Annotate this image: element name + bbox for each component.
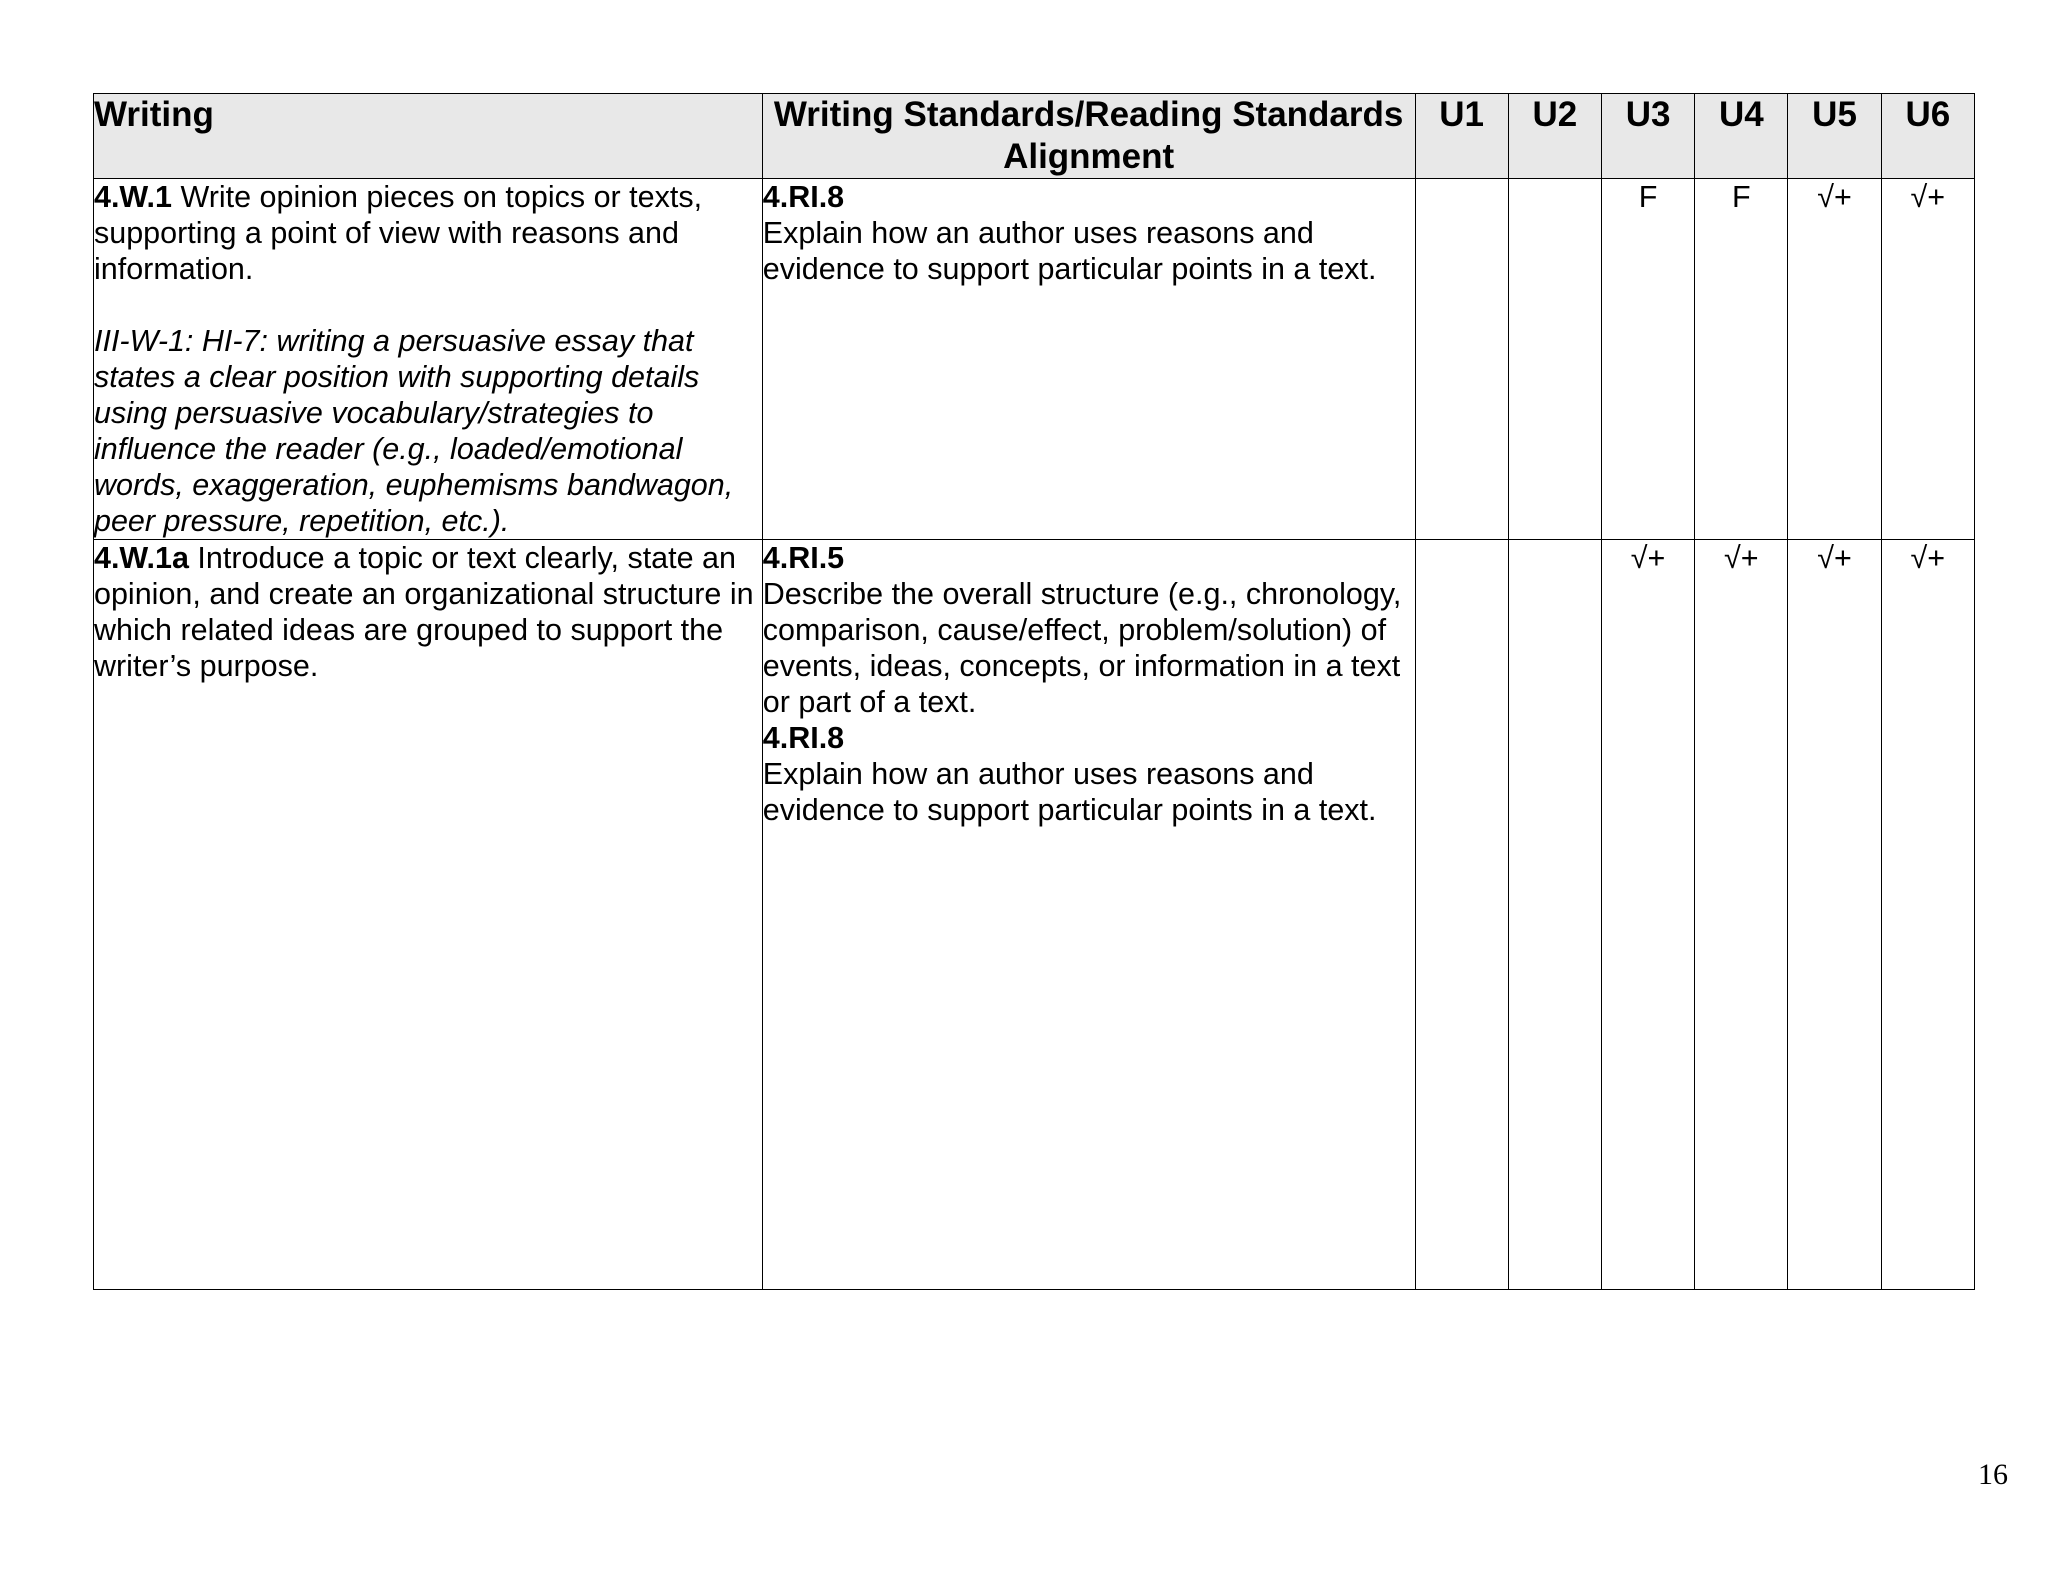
header-u6: U6 xyxy=(1881,94,1974,179)
alignment-code: 4.RI.8 xyxy=(762,721,845,755)
standard-code: 4.W.1 xyxy=(94,180,172,214)
standards-table xyxy=(93,93,1975,1290)
alignment-text: Explain how an author uses reasons and evidence to support particular points in a text. xyxy=(762,757,1377,827)
mark-u6: √+ xyxy=(1881,179,1974,540)
standard-cell xyxy=(94,179,763,540)
mark-u5: √+ xyxy=(1788,179,1881,540)
header-u5: U5 xyxy=(1788,94,1881,179)
alignment-text: Explain how an author uses reasons and evidence to support particular points in a text. xyxy=(762,216,1377,286)
alignment-code: 4.RI.5 xyxy=(762,541,845,575)
mark-u5: √+ xyxy=(1788,540,1881,1290)
page-number: 16 xyxy=(1978,1458,2008,1491)
mark-u3: √+ xyxy=(1601,540,1694,1290)
mark-u1 xyxy=(1415,179,1508,540)
mark-u4: √+ xyxy=(1695,540,1788,1290)
header-writing: Writing xyxy=(94,94,763,179)
table-header-row xyxy=(94,94,1975,179)
alignment-code: 4.RI.8 xyxy=(762,180,845,214)
header-alignment: Writing Standards/Reading Standards Alignment xyxy=(762,94,1415,179)
header-u3: U3 xyxy=(1601,94,1694,179)
mark-u2 xyxy=(1508,540,1601,1290)
mark-u4: F xyxy=(1695,179,1788,540)
header-u1: U1 xyxy=(1415,94,1508,179)
standard-code: 4.W.1a xyxy=(94,541,189,575)
header-u2: U2 xyxy=(1508,94,1601,179)
header-u4: U4 xyxy=(1695,94,1788,179)
mark-u1 xyxy=(1415,540,1508,1290)
standard-note: III-W-1: HI-7: writing a persuasive essay that states a clear position with supporting details using persuasive vocabulary/strategies to influence the reader (e.g., loaded/emotional words, exaggeration, euphemisms bandwagon, peer pressure, repetition, etc.). xyxy=(94,324,734,538)
standard-text: Introduce a topic or text clearly, state an opinion, and create an organizational structure in which related ideas are grouped to support the writer’s purpose. xyxy=(94,541,754,683)
standard-cell xyxy=(94,540,763,1290)
table-row xyxy=(94,179,1975,540)
mark-u6: √+ xyxy=(1881,540,1974,1290)
alignment-cell xyxy=(762,179,1415,540)
table-row xyxy=(94,540,1975,1290)
alignment-cell xyxy=(762,540,1415,1290)
mark-u3: F xyxy=(1601,179,1694,540)
alignment-text: Describe the overall structure (e.g., chronology, comparison, cause/effect, problem/solution) of events, ideas, concepts, or information in a text or part of a text. xyxy=(762,577,1402,719)
standard-text: Write opinion pieces on topics or texts, supporting a point of view with reasons and information. xyxy=(94,180,703,286)
mark-u2 xyxy=(1508,179,1601,540)
